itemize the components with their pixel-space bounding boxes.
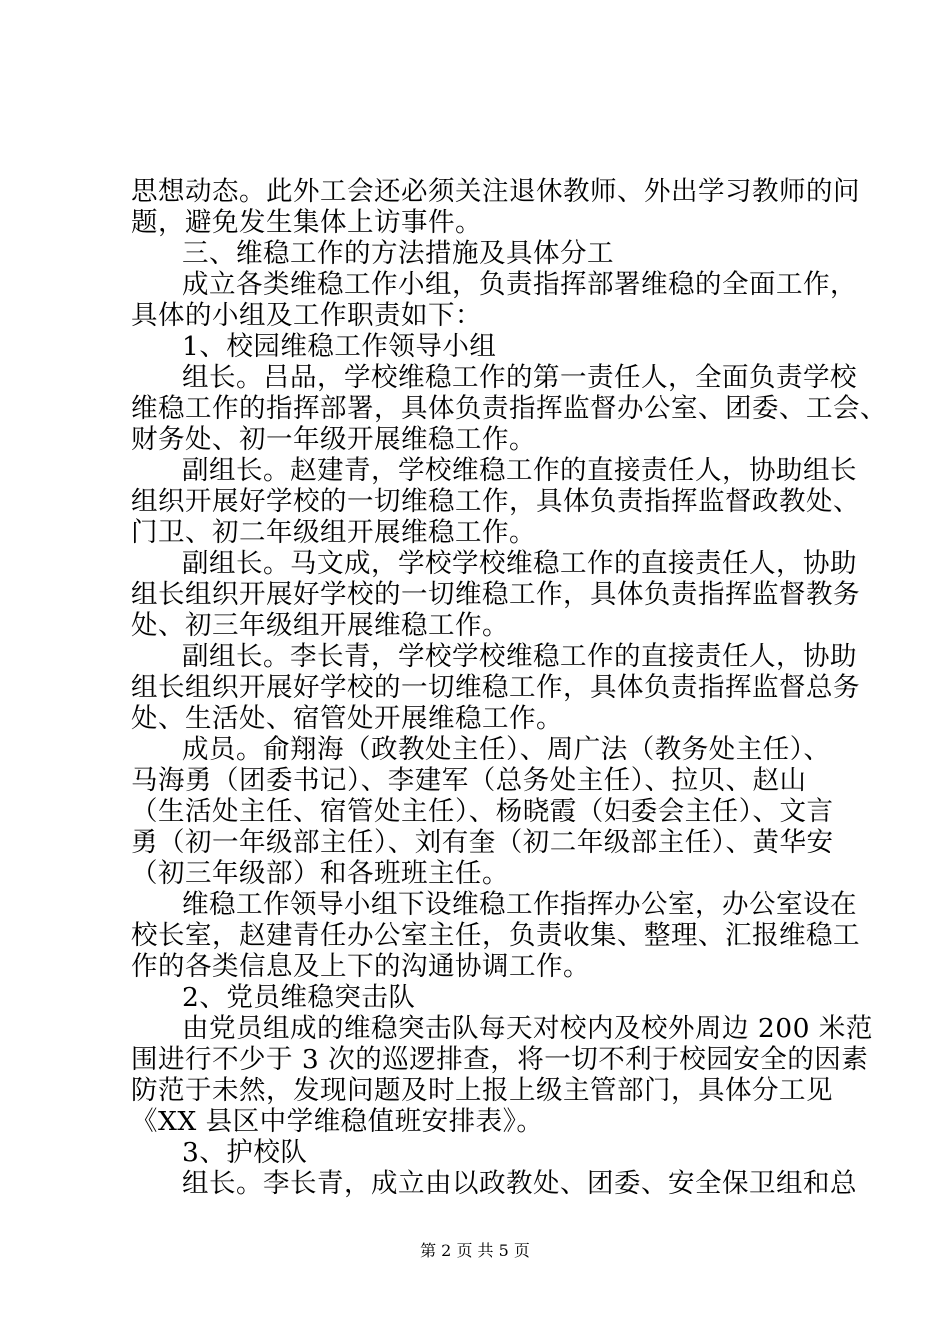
text-line: 作的各类信息及上下的沟通协调工作。 <box>131 951 590 982</box>
text-line: 具体的小组及工作职责如下： <box>131 300 482 331</box>
text-line: （生活处主任、宿管处主任）、杨晓霞（妇委会主任）、文言 <box>131 796 834 827</box>
text-line: 处、初三年级组开展维稳工作。 <box>131 610 509 641</box>
text-line: 维稳工作领导小组下设维稳工作指挥办公室，办公室设在 <box>182 889 857 920</box>
text-line: 处、生活处、宿管处开展维稳工作。 <box>131 703 563 734</box>
text-line: 成立各类维稳工作小组，负责指挥部署维稳的全面工作， <box>182 269 857 300</box>
text-line: 马海勇（团委书记）、李建军（总务处主任）、拉贝、赵山 <box>131 765 807 796</box>
text-line: 由党员组成的维稳突击队每天对校内及校外周边 200 米范 <box>182 1013 873 1044</box>
text-line: 组长组织开展好学校的一切维稳工作，具体负责指挥监督总务 <box>131 672 860 703</box>
text-line: （初三年级部）和各班班主任。 <box>131 858 509 889</box>
text-line: 组长。吕品，学校维稳工作的第一责任人，全面负责学校 <box>182 362 857 393</box>
text-line: 围进行不少于 3 次的巡逻排查，将一切不利于校园安全的因素 <box>131 1044 869 1075</box>
text-line: 《XX 县区中学维稳值班安排表》。 <box>131 1106 544 1137</box>
text-line: 防范于未然，发现问题及时上报上级主管部门，具体分工见 <box>131 1075 833 1106</box>
text-line: 成员。俞翔海（政教处主任）、周广法（教务处主任）、 <box>182 734 831 765</box>
subsection-heading: 1、校园维稳工作领导小组 <box>182 331 497 362</box>
page-number: 第 2 页 共 5 页 <box>420 1241 530 1260</box>
text-line: 思想动态。此外工会还必须关注退休教师、外出学习教师的问 <box>131 176 860 207</box>
text-line: 副组长。赵建青，学校维稳工作的直接责任人，协助组长 <box>182 455 857 486</box>
text-line: 组长。李长青，成立由以政教处、团委、安全保卫组和总 <box>182 1168 857 1199</box>
subsection-heading: 3、护校队 <box>182 1137 308 1168</box>
text-line: 勇（初一年级部主任）、刘有奎（初二年级部主任）、黄华安 <box>131 827 834 858</box>
section-heading: 三、维稳工作的方法措施及具体分工 <box>182 238 614 269</box>
text-line: 副组长。李长青，学校学校维稳工作的直接责任人，协助 <box>182 641 857 672</box>
text-line: 门卫、初二年级组开展维稳工作。 <box>131 517 536 548</box>
text-line: 组织开展好学校的一切维稳工作，具体负责指挥监督政教处、 <box>131 486 860 517</box>
text-line: 题，避免发生集体上访事件。 <box>131 207 482 238</box>
text-line: 组长组织开展好学校的一切维稳工作，具体负责指挥监督教务 <box>131 579 860 610</box>
text-line: 校长室，赵建青任办公室主任，负责收集、整理、汇报维稳工 <box>131 920 860 951</box>
text-line: 维稳工作的指挥部署，具体负责指挥监督办公室、团委、工会、 <box>131 393 887 424</box>
text-line: 副组长。马文成，学校学校维稳工作的直接责任人，协助 <box>182 548 857 579</box>
text-line: 财务处、初一年级开展维稳工作。 <box>131 424 536 455</box>
subsection-heading: 2、党员维稳突击队 <box>182 982 416 1013</box>
